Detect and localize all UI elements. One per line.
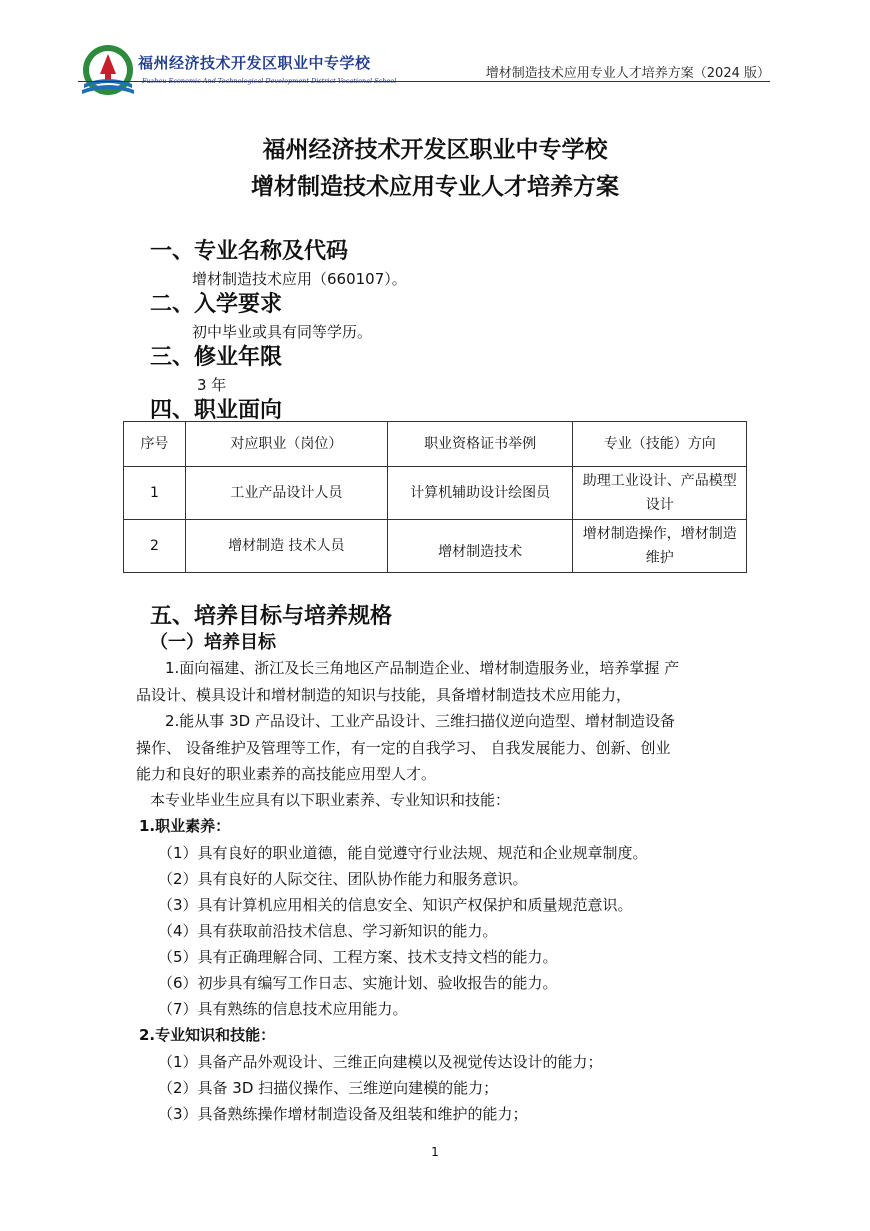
subsection-heading: （一）培养目标: [150, 632, 276, 653]
table-header-cell: 职业资格证书举例: [387, 422, 573, 467]
paragraph-line: 2.能从事 3D 产品设计、工业产品设计、三维扫描仪逆向造型、增材制造设备: [165, 712, 675, 730]
list-item: （5）具有正确理解合同、工程方案、技术支持文档的能力。: [158, 948, 558, 966]
section-heading-5: 五、培养目标与培养规格: [150, 604, 393, 629]
section-heading-3: 三、修业年限: [150, 345, 283, 370]
table-cell: 增材制造 技术人员: [185, 520, 387, 573]
section-text-3: 3 年: [197, 376, 227, 394]
list-item: （1）具备产品外观设计、三维正向建模以及视觉传达设计的能力；: [158, 1053, 603, 1071]
paragraph-line: 能力和良好的职业素养的高技能应用型人才。: [136, 765, 437, 783]
list-item: （2）具有良好的人际交往、团队协作能力和服务意识。: [158, 870, 528, 888]
section-heading-1: 一、专业名称及代码: [150, 239, 349, 264]
page-number: 1: [431, 1145, 439, 1159]
section-text-2: 初中毕业或具有同等学历。: [192, 323, 373, 341]
table-cell: 1: [124, 467, 186, 520]
school-logo-icon: [78, 44, 138, 100]
table-cell: 增材制造操作，增材制造维护: [573, 520, 747, 573]
paragraph-line: 1.面向福建、浙江及长三角地区产品制造企业、增材制造服务业，培养掌握 产: [165, 659, 680, 677]
page-title-line2: 增材制造技术应用专业人才培养方案: [251, 174, 619, 200]
page-title-line1: 福州经济技术开发区职业中专学校: [262, 137, 608, 163]
table-row: [124, 467, 747, 520]
occupation-table: [123, 421, 747, 573]
section-heading-2: 二、入学要求: [150, 292, 283, 317]
list-item: （3）具有计算机应用相关的信息安全、知识产权保护和质量规范意识。: [158, 896, 633, 914]
paragraph-line: 品设计、模具设计和增材制造的知识与技能，具备增材制造技术应用能力，: [136, 686, 632, 704]
paragraph-line: 操作、 设备维护及管理等工作，有一定的自我学习、 自我发展能力、创新、创业: [136, 739, 671, 757]
list-item: （2）具备 3D 扫描仪操作、三维逆向建模的能力；: [158, 1079, 499, 1097]
section-text-1: 增材制造技术应用（660107）。: [192, 270, 407, 288]
list-item: （1）具有良好的职业道德，能自觉遵守行业法规、规范和企业规章制度。: [158, 844, 648, 862]
school-name-en: Fuzhou Economic And Technological Development District Vocational School: [142, 77, 397, 85]
header-divider: [78, 81, 770, 82]
table-header-cell: 序号: [124, 422, 186, 467]
table-header-row: [124, 422, 747, 467]
skills-heading: 2.专业知识和技能：: [139, 1026, 276, 1044]
list-item: （3）具备熟练操作增材制造设备及组装和维护的能力；: [158, 1105, 528, 1123]
list-item: （6）初步具有编写工作日志、实施计划、验收报告的能力。: [158, 974, 558, 992]
qualities-heading: 1.职业素养：: [139, 817, 231, 835]
table-header-cell: 专业（技能）方向: [573, 422, 747, 467]
table-cell: 2: [124, 520, 186, 573]
table-cell: 工业产品设计人员: [185, 467, 387, 520]
table-header-cell: 对应职业（岗位）: [185, 422, 387, 467]
section-heading-4: 四、职业面向: [150, 398, 283, 423]
school-name-cn: 福州经济技术开发区职业中专学校: [138, 54, 371, 72]
table-cell: 计算机辅助设计绘图员: [387, 467, 573, 520]
table-cell: 增材制造技术: [387, 520, 573, 573]
list-item: （7）具有熟练的信息技术应用能力。: [158, 1000, 408, 1018]
paragraph-line: 本专业毕业生应具有以下职业素养、专业知识和技能：: [150, 791, 511, 809]
table-row: [124, 520, 747, 573]
header-doc-title: 增材制造技术应用专业人才培养方案（2024 版）: [485, 66, 770, 81]
page-header: [78, 44, 770, 100]
list-item: （4）具有获取前沿技术信息、学习新知识的能力。: [158, 922, 498, 940]
table-cell: 助理工业设计、产品模型设计: [573, 467, 747, 520]
